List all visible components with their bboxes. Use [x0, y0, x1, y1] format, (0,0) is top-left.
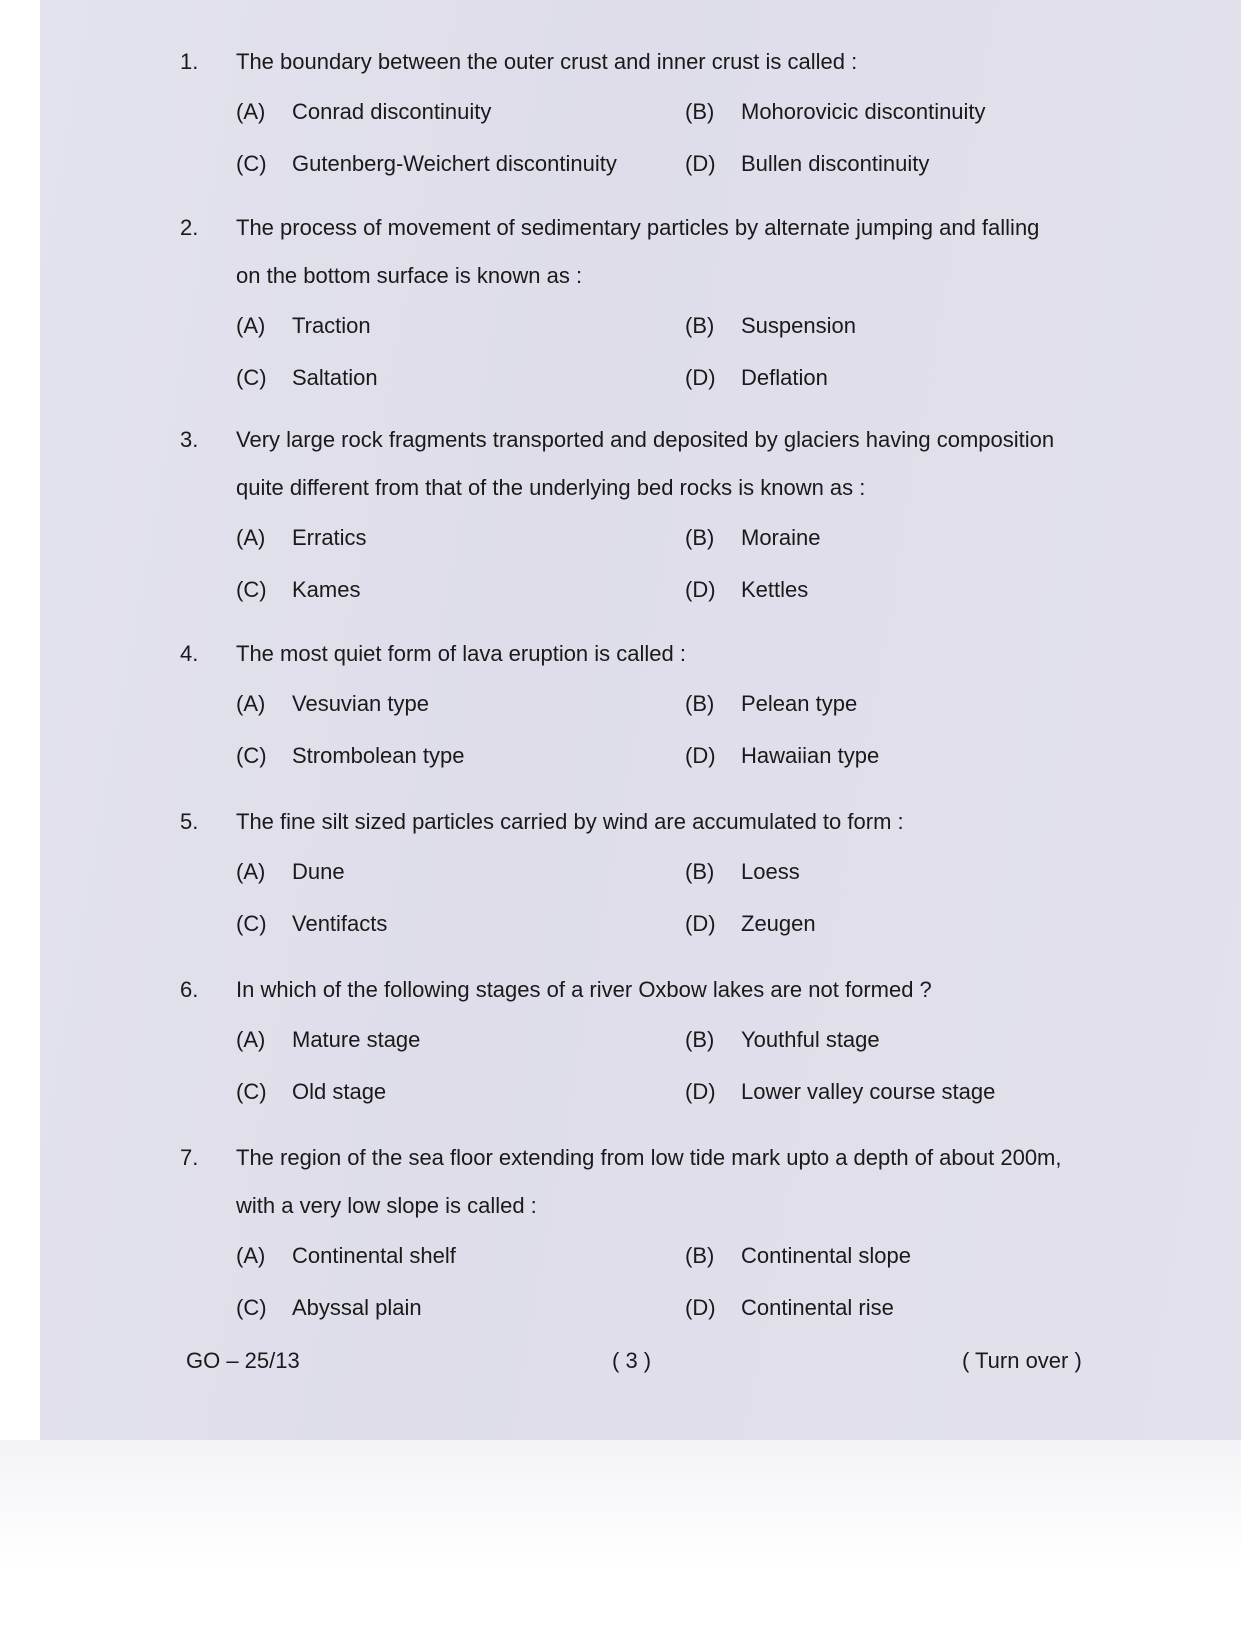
option-text: Strombolean type	[292, 743, 465, 768]
paper-code: GO – 25/13	[186, 1348, 300, 1373]
scan-margin	[0, 1440, 1241, 1651]
option-text: Moraine	[741, 525, 821, 550]
option-c	[236, 898, 387, 950]
option-text: Suspension	[741, 313, 856, 338]
option-label: (D)	[685, 1295, 716, 1320]
page-number: ( 3 )	[612, 1348, 652, 1373]
option-label: (D)	[685, 577, 716, 602]
option-d	[685, 730, 879, 782]
option-text: Continental slope	[741, 1243, 912, 1268]
question-text-continued: with a very low slope is called :	[236, 1193, 537, 1218]
option-text: Mature stage	[292, 1027, 421, 1052]
option-text: Saltation	[292, 365, 378, 390]
option-label: (A)	[236, 525, 266, 550]
option-label: (B)	[685, 1243, 715, 1268]
option-text: Kames	[292, 577, 361, 602]
option-c	[236, 1066, 386, 1118]
question-4	[180, 630, 1110, 782]
option-d	[685, 898, 816, 950]
option-label: (D)	[685, 151, 716, 176]
option-a	[236, 846, 345, 898]
question-1	[180, 38, 1110, 190]
turn-over-note: ( Turn over )	[962, 1348, 1082, 1373]
question-text: The fine silt sized particles carried by wind are accumulated to form :	[236, 809, 904, 834]
option-text: Loess	[741, 859, 800, 884]
question-text: The process of movement of sedimentary particles by alternate jumping and falling	[236, 215, 1040, 240]
option-a	[236, 1014, 420, 1066]
question-number: 7.	[180, 1145, 199, 1170]
question-2	[180, 204, 1110, 404]
option-a	[236, 86, 491, 138]
option-c	[236, 564, 360, 616]
question-text-continued: on the bottom surface is known as :	[236, 263, 583, 288]
option-d	[685, 352, 828, 404]
option-text: Erratics	[292, 525, 367, 550]
option-d	[685, 564, 808, 616]
option-text: Old stage	[292, 1079, 387, 1104]
option-label: (A)	[236, 1243, 266, 1268]
option-text: Continental rise	[741, 1295, 894, 1320]
option-b	[685, 300, 856, 352]
option-label: (B)	[685, 525, 715, 550]
question-3	[180, 416, 1110, 616]
option-c	[236, 352, 378, 404]
option-label: (C)	[236, 1295, 267, 1320]
option-b	[685, 846, 800, 898]
option-label: (B)	[685, 99, 715, 124]
option-label: (D)	[685, 743, 716, 768]
question-number: 6.	[180, 977, 199, 1002]
option-d	[685, 1066, 995, 1118]
option-label: (A)	[236, 859, 266, 884]
question-number: 5.	[180, 809, 199, 834]
option-label: (B)	[685, 1027, 715, 1052]
option-text: Vesuvian type	[292, 691, 429, 716]
option-text: Deflation	[741, 365, 828, 390]
question-number: 4.	[180, 641, 199, 666]
option-text: Ventifacts	[292, 911, 388, 936]
option-d	[685, 138, 929, 190]
option-text: Pelean type	[741, 691, 858, 716]
option-text: Traction	[292, 313, 371, 338]
question-text: The most quiet form of lava eruption is called :	[236, 641, 686, 666]
option-text: Lower valley course stage	[741, 1079, 996, 1104]
option-c	[236, 730, 464, 782]
option-label: (C)	[236, 911, 267, 936]
question-number: 1.	[180, 49, 199, 74]
question-5	[180, 798, 1110, 950]
option-a	[236, 300, 371, 352]
question-text: The boundary between the outer crust and inner crust is called :	[236, 49, 858, 74]
option-text: Zeugen	[741, 911, 816, 936]
option-b	[685, 1014, 880, 1066]
option-b	[685, 1230, 911, 1282]
option-text: Dune	[292, 859, 345, 884]
option-label: (A)	[236, 99, 266, 124]
option-text: Abyssal plain	[292, 1295, 422, 1320]
option-a	[236, 512, 367, 564]
option-b	[685, 512, 820, 564]
option-label: (C)	[236, 151, 267, 176]
option-d	[685, 1282, 894, 1334]
question-text-continued: quite different from that of the underlying bed rocks is known as :	[236, 475, 866, 500]
option-text: Hawaiian type	[741, 743, 880, 768]
option-a	[236, 678, 429, 730]
question-7	[180, 1134, 1110, 1334]
question-6	[180, 966, 1110, 1118]
question-number: 2.	[180, 215, 199, 240]
question-text: Very large rock fragments transported and deposited by glaciers having composition	[236, 427, 1055, 452]
question-number: 3.	[180, 427, 199, 452]
option-label: (A)	[236, 691, 266, 716]
option-text: Mohorovicic discontinuity	[741, 99, 986, 124]
option-label: (B)	[685, 691, 715, 716]
option-c	[236, 1282, 422, 1334]
option-label: (C)	[236, 365, 267, 390]
option-label: (A)	[236, 1027, 266, 1052]
option-text: Gutenberg-Weichert discontinuity	[292, 151, 617, 176]
option-label: (C)	[236, 577, 267, 602]
option-text: Continental shelf	[292, 1243, 456, 1268]
option-label: (B)	[685, 859, 715, 884]
option-label: (D)	[685, 1079, 716, 1104]
option-b	[685, 86, 986, 138]
option-label: (C)	[236, 743, 267, 768]
option-b	[685, 678, 857, 730]
question-text: In which of the following stages of a river Oxbow lakes are not formed ?	[236, 977, 932, 1002]
option-text: Kettles	[741, 577, 809, 602]
option-label: (D)	[685, 365, 716, 390]
option-c	[236, 138, 617, 190]
option-label: (C)	[236, 1079, 267, 1104]
option-text: Youthful stage	[741, 1027, 880, 1052]
option-label: (D)	[685, 911, 716, 936]
question-text: The region of the sea floor extending from low tide mark upto a depth of about 200m,	[236, 1145, 1062, 1170]
option-text: Bullen discontinuity	[741, 151, 930, 176]
option-text: Conrad discontinuity	[292, 99, 492, 124]
option-label: (A)	[236, 313, 266, 338]
option-a	[236, 1230, 456, 1282]
option-label: (B)	[685, 313, 715, 338]
